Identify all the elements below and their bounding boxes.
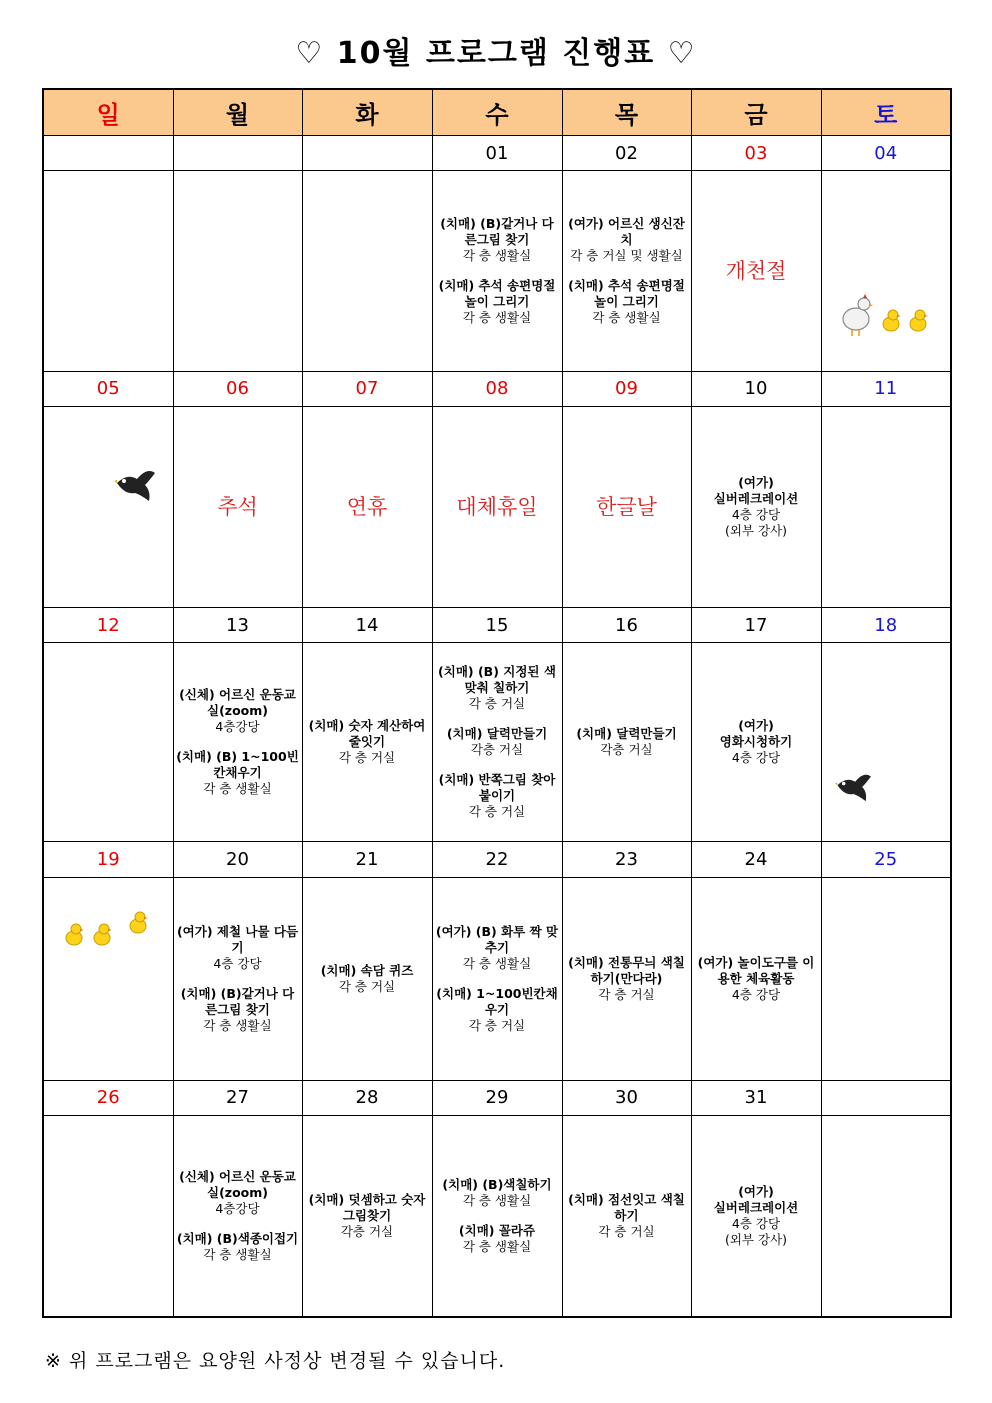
program-location: 4층 강당 [731,986,781,1002]
program-location: 각 층 거실 [598,986,655,1002]
activity-cell [173,877,302,1080]
program-name: (치매) (B)같거나 다른그림 찾기 [440,215,554,247]
date-cell: 16 [562,608,691,643]
program-name: (치매) 추석 송편명절 놀이 그리기 [438,277,556,309]
date-cell: 05 [43,371,173,406]
bird-icon [113,465,163,505]
program-name: (여가) 놀이도구를 이용한 체육활동 [697,954,815,986]
activity-cell [562,877,691,1080]
holiday-label: 대체휴일 [456,494,538,519]
activity-cell [562,171,691,371]
date-cell: 30 [562,1080,691,1115]
program-name: (신체) 어르신 운동교실(zoom) [179,687,296,719]
activity-cell [302,643,432,842]
date-cell: 01 [432,136,562,171]
page-title: ♡ 10월 프로그램 진행표 ♡ [295,36,697,71]
activity-cell [821,877,951,1080]
activity-row-week2 [43,406,951,607]
program-location: 4층 강당 [731,1216,781,1231]
activity-cell [173,406,302,607]
program-location: 각 층 거실 [468,696,526,712]
program-location: 각층 거실 [340,1224,394,1239]
activity-cell [173,171,302,371]
bird-icon [834,769,878,805]
date-cell: 18 [821,608,951,643]
program-name: (신체) 어르신 운동교실(zoom) [179,1169,296,1200]
chicks-icon [60,906,156,950]
holiday-label: 개천절 [725,258,787,283]
program-location: 각 층 거실 [338,750,396,766]
date-cell: 12 [43,608,173,643]
program-name: (여가) [738,1184,774,1199]
program-name: (치매) 달력만들기 [576,726,677,742]
program-name: 실버레크레이션 [713,490,799,506]
date-row-week4 [43,842,951,877]
activity-cell [302,406,432,607]
date-cell: 17 [691,608,821,643]
activity-cell [432,877,562,1080]
program-name: (치매) 숫자 계산하여 줄잇기 [308,718,426,750]
activity-cell [821,406,951,607]
program-name: (치매) 전통무늬 색칠하기(만다라) [568,954,685,986]
activity-cell [173,1116,302,1317]
date-cell: 04 [821,136,951,171]
program-name: 실버레크레이션 [713,1200,799,1215]
date-cell: 02 [562,136,691,171]
program-location: 각 층 생활실 [203,1017,272,1033]
activity-cell [691,877,821,1080]
program-name: (치매) 1~100빈칸채우기 [436,985,558,1017]
activity-cell [691,171,821,371]
program-location: 각층 거실 [600,742,653,758]
program-name: (여가) (B) 화투 짝 맞추기 [435,923,559,955]
program-location: 각 층 생활실 [203,1247,272,1262]
activity-cell [43,877,173,1080]
program-name: (치매) (B)같거나 다른그림 찾기 [180,985,295,1017]
program-name: (여가) [738,718,774,734]
activity-cell [821,1116,951,1317]
program-note: (외부 강사) [724,522,788,538]
program-name: (여가) 제철 나물 다듬기 [176,923,299,955]
activity-cell [432,171,562,371]
activity-row-week1 [43,171,951,371]
program-location: 각 층 생활실 [462,955,532,971]
program-note: (외부 강사) [724,1232,788,1247]
activity-cell [821,171,951,371]
program-location: 각 층 생활실 [592,309,661,325]
program-name: (치매) 반쪽그림 찾아 붙이기 [438,772,556,804]
date-cell: 09 [562,371,691,406]
date-row-week3 [43,608,951,643]
date-cell: 29 [432,1080,562,1115]
program-location: 4층 강당 [731,750,781,766]
program-location: 각 층 생활실 [462,309,532,325]
date-cell: 25 [821,842,951,877]
program-location: 각층 거실 [470,742,524,758]
program-location: 각 층 생활실 [462,247,532,263]
date-cell [302,136,432,171]
weekday-thursday: 목 [562,89,691,136]
program-name: (여가) [738,474,774,490]
activity-cell [691,406,821,607]
activity-cell [821,643,951,842]
program-name: (치매) (B) 1~100빈칸채우기 [176,749,299,781]
activity-cell [432,643,562,842]
activity-row-week5 [43,1116,951,1317]
activity-cell [691,1116,821,1317]
activity-cell [562,1116,691,1317]
activity-cell [43,1116,173,1317]
date-cell: 15 [432,608,562,643]
activity-row-week3 [43,643,951,842]
activity-cell [691,643,821,842]
footnote: ※ 위 프로그램은 요양원 사정상 변경될 수 있습니다. [45,1350,506,1372]
activity-cell [302,877,432,1080]
program-name: 영화시청하기 [719,734,793,750]
program-name: (치매) 덧셈하고 숫자그림찾기 [308,1192,426,1223]
program-location: 4층 강당 [213,955,262,971]
program-location: 각 층 생활실 [203,781,272,797]
date-cell: 07 [302,371,432,406]
program-name: (치매) 점선잇고 색칠하기 [568,1192,685,1223]
program-name: (치매) 속담 퀴즈 [320,962,414,978]
date-cell: 26 [43,1080,173,1115]
date-cell: 24 [691,842,821,877]
date-cell [173,136,302,171]
date-cell: 31 [691,1080,821,1115]
activity-row-week4 [43,877,951,1080]
activity-cell [432,406,562,607]
date-cell: 19 [43,842,173,877]
holiday-label: 추석 [217,494,258,519]
program-name: (치매) 추석 송편명절 놀이 그리기 [568,277,685,309]
date-cell: 10 [691,371,821,406]
holiday-label: 한글날 [596,494,657,519]
date-cell: 03 [691,136,821,171]
program-name: (치매) (B)색종이접기 [176,1231,299,1246]
date-cell [43,136,173,171]
program-location: 4층강당 [215,1201,260,1216]
date-cell: 06 [173,371,302,406]
program-location: 각 층 거실 [338,978,396,994]
weekday-monday: 월 [173,89,302,136]
program-location: 4층강당 [215,719,260,735]
date-cell: 11 [821,371,951,406]
date-cell: 08 [432,371,562,406]
weekday-friday: 금 [691,89,821,136]
date-cell [821,1080,951,1115]
program-location: 각 층 거실 [468,1017,526,1033]
weekday-sunday: 일 [43,89,173,136]
date-row-week5 [43,1080,951,1115]
program-location: 각 층 거실 [468,804,526,820]
date-cell: 14 [302,608,432,643]
activity-cell [302,171,432,371]
activity-cell [562,406,691,607]
activity-cell [562,643,691,842]
date-cell: 20 [173,842,302,877]
date-cell: 21 [302,842,432,877]
chicken-and-chicks-icon [836,284,936,344]
activity-cell [302,1116,432,1317]
program-location: 각 층 거실 [598,1224,655,1239]
holiday-label: 연휴 [346,494,388,519]
program-location: 4층 강당 [731,506,781,522]
date-cell: 22 [432,842,562,877]
program-name: (치매) (B) 지정된 색 맞춰 칠하기 [438,664,556,696]
program-name: (여가) 어르신 생신잔치 [568,215,685,247]
activity-cell [43,406,173,607]
program-location: 각 층 거실 및 생활실 [570,247,683,263]
date-cell: 28 [302,1080,432,1115]
weekday-wednesday: 수 [432,89,562,136]
activity-cell [43,643,173,842]
date-cell: 27 [173,1080,302,1115]
calendar-table [42,88,952,1318]
date-row-week2 [43,371,951,406]
program-location: 각 층 생활실 [462,1239,532,1254]
program-name: (치매) (B)색칠하기 [442,1177,552,1192]
program-name: (치매) 꼴라쥬 [458,1223,536,1238]
program-location: 각 층 생활실 [462,1193,532,1208]
date-row-week1 [43,136,951,171]
weekday-tuesday: 화 [302,89,432,136]
activity-cell [173,643,302,842]
program-name: (치매) 달력만들기 [446,726,548,742]
weekday-saturday: 토 [821,89,951,136]
weekday-header-row [43,89,951,136]
date-cell: 13 [173,608,302,643]
date-cell: 23 [562,842,691,877]
activity-cell [43,171,173,371]
activity-cell [432,1116,562,1317]
